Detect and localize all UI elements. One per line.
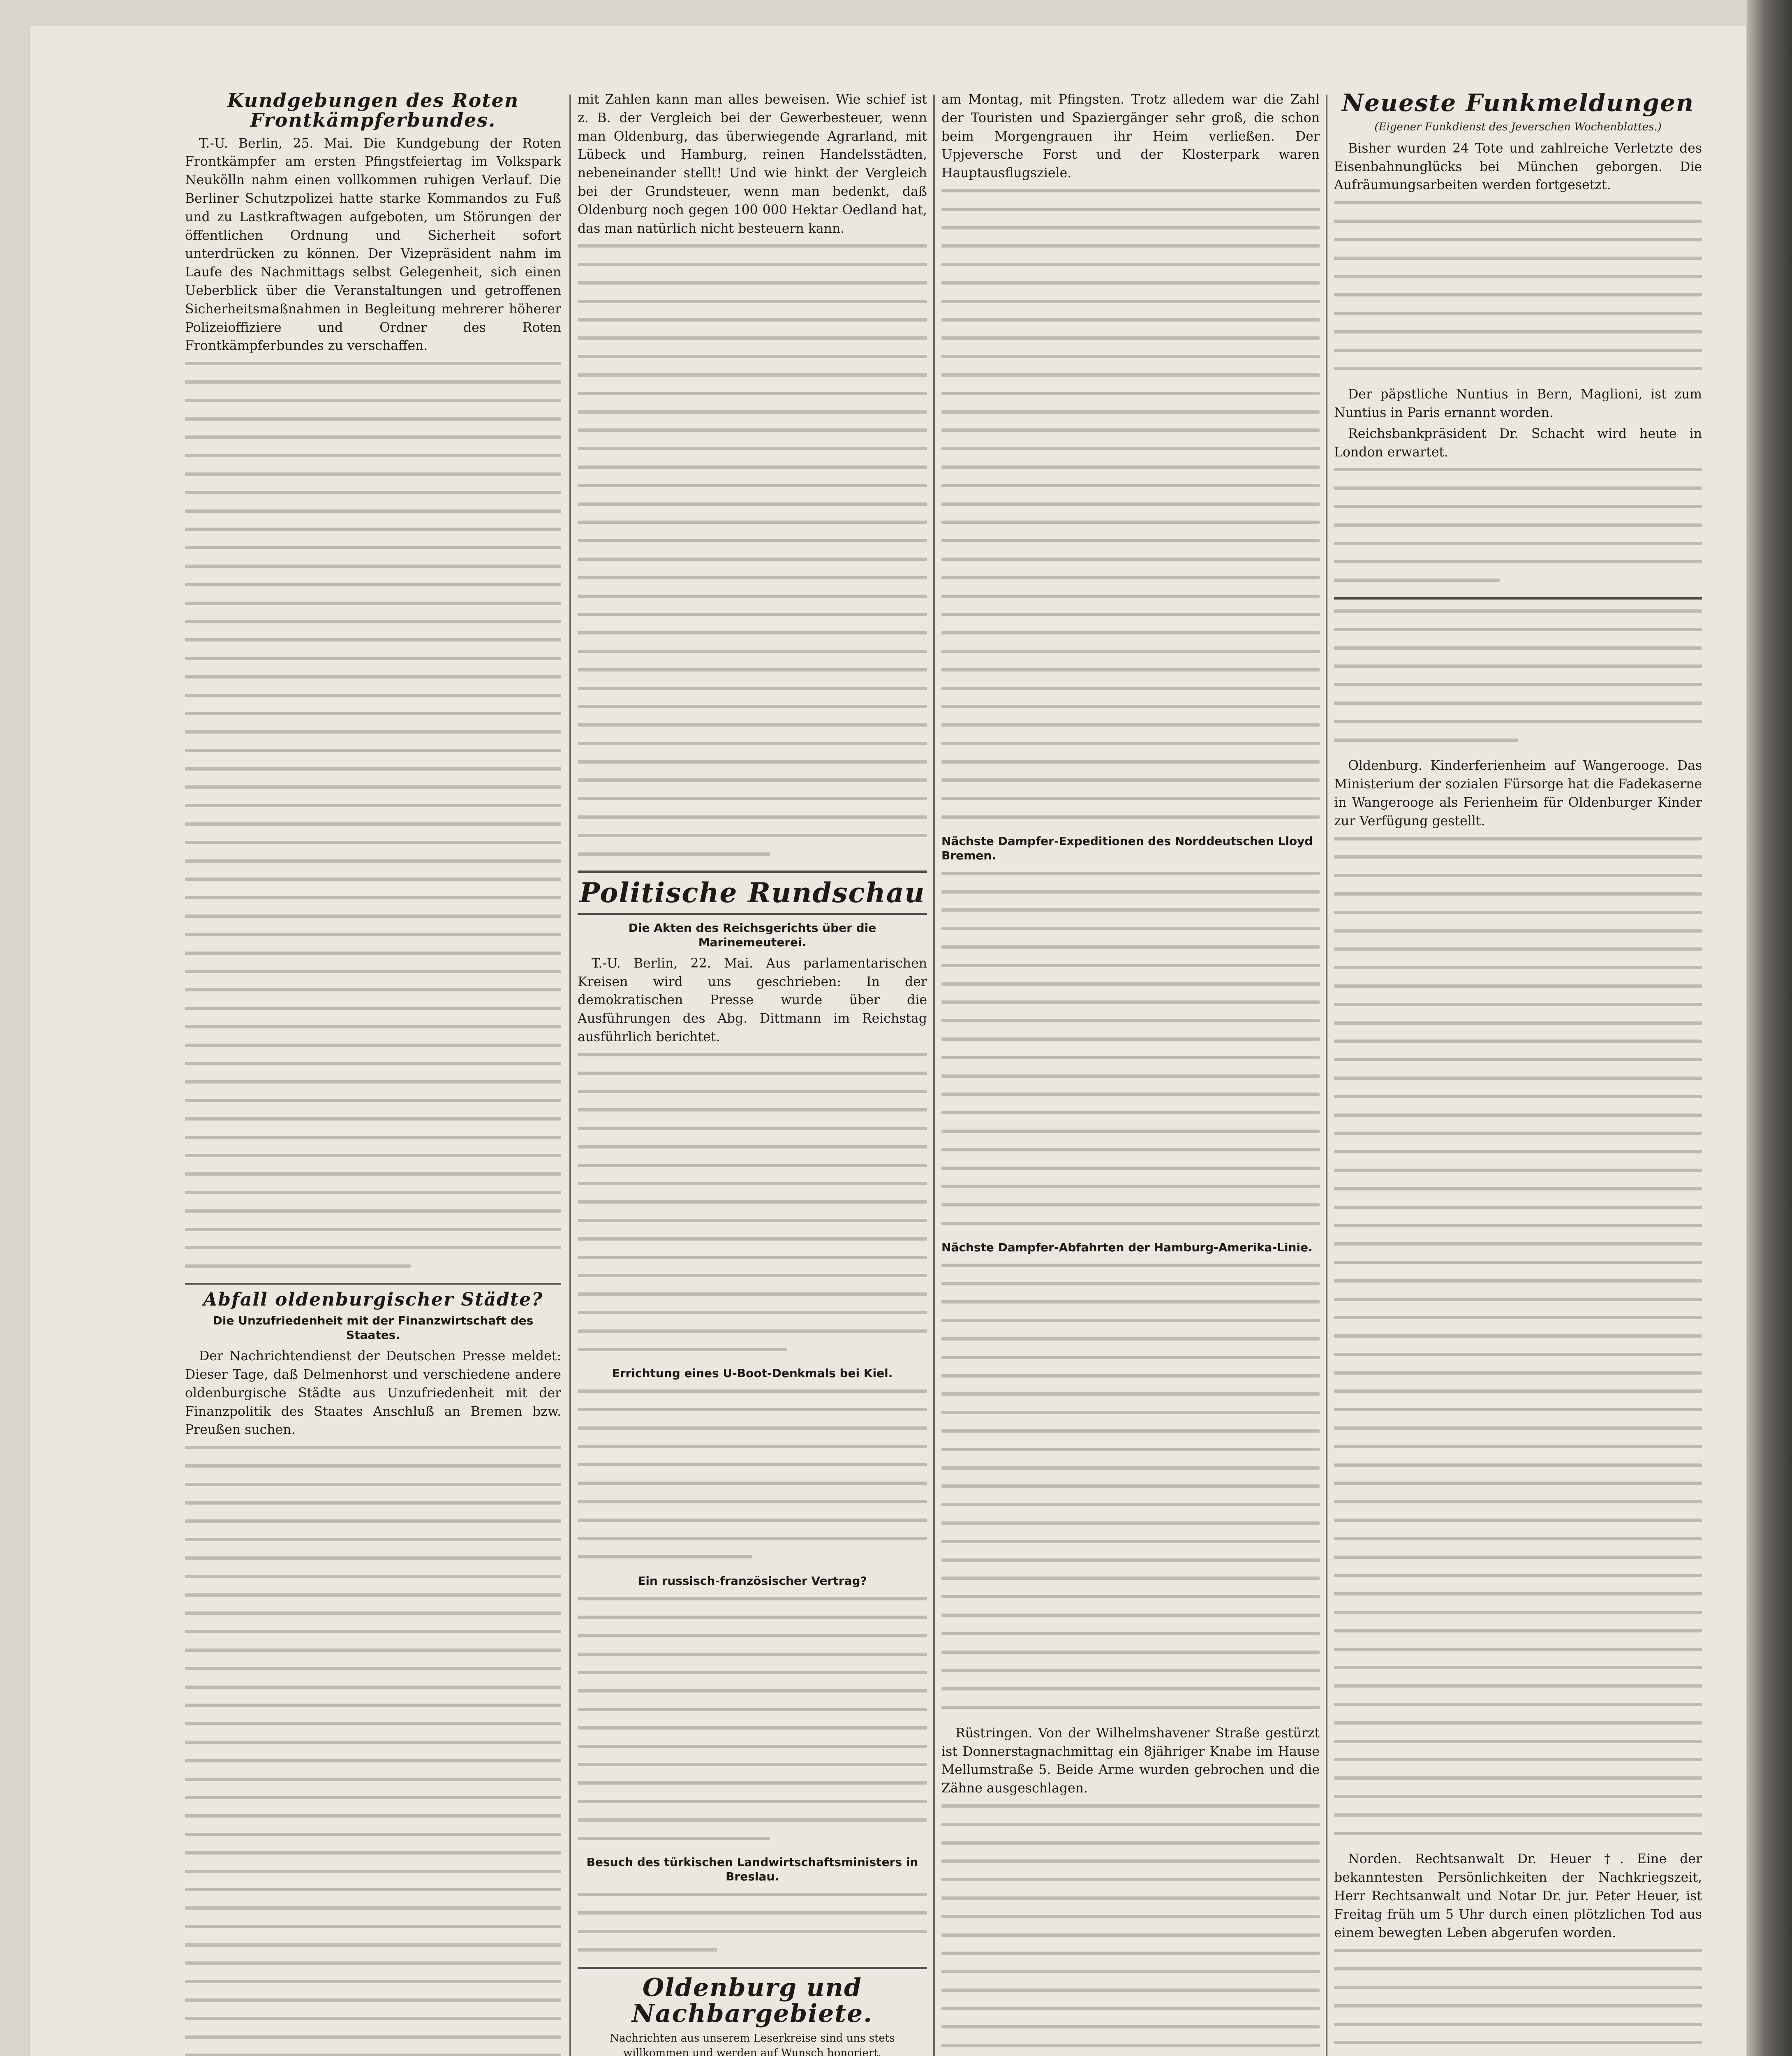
article-continuation-text: mit Zahlen kann man alles beweisen. Wie schief ist z. B. der Vergleich bei der Gewerbesteuer, wenn man Oldenburg, das überwiegende Agrarland, mit Lübeck und Hamburg, reinen Handelsstädten, nebeneinander stellt! Und wie hinkt der Vergleich bei der Grundsteuer, wenn man bedenkt, daß Oldenburg noch gegen 100 000 Hektar Oedland hat, das man natürlich nicht besteuern kann. xyxy=(578,92,927,236)
editorial-note: Nachrichten aus unserem Leserkreise sind uns stets willkommen und werden auf Wunsch honoriert. xyxy=(610,2032,895,2056)
article-pfingsten-text: am Montag, mit Pfingsten. Trotz alledem war die Zahl der Touristen und Spaziergänger sehr groß, die schon beim Morgengrauen ihr Heim verließen. Der Upjeversche Forst und der Klosterpark waren Hauptausflugsziele. xyxy=(941,92,1320,181)
text-lines xyxy=(941,1260,1320,1709)
column-rule xyxy=(933,95,935,2056)
scan-edge xyxy=(1747,0,1792,2056)
article-akten-text: T.-U. Berlin, 22. Mai. Aus parlamentarischen Kreisen wird uns geschrieben: In der demokratischen Presse wurde über die Ausführungen des Abg. Dittmann im Reichstag ausführlich berichtet. xyxy=(578,956,927,1044)
subheadline-besuch: Besuch des türkischen Landwirtschaftsministers in Breslau. xyxy=(586,1855,918,1884)
article-funk-2: Der päpstliche Nuntius in Bern, Maglioni, ist zum Nuntius in Paris ernannt worden. xyxy=(1334,387,1702,421)
article-kundgebungen-text: T.-U. Berlin, 25. Mai. Die Kundgebung der Roten Frontkämpfer am ersten Pfingstfeiertag im Volkspark Neukölln nahm einen vollkommen ruhigen Verlauf. Die Berliner Schutzpolizei hatte starke Kommandos zu Fuß und zu Lastkraftwagen aufgeboten, um Störungen der öffentlichen Ordnung und Sicherheit sofort unterdrücken zu können. Der Vizepräsident nahm im Laufe des Nachmittags selbst Gelegenheit, sich einen Ueberblick über die Veranstaltungen und getroffenen Sicherheitsmaßnahmen in Begleitung mehrerer höherer Polizeioffiziere und Ordner des Roten Frontkämpferbundes zu verschaffen. xyxy=(185,136,561,354)
text-lines xyxy=(1334,605,1702,742)
text-lines xyxy=(578,1593,927,1840)
headline-abfall: Abfall oldenburgischer Städte? xyxy=(203,1289,543,1310)
text-lines xyxy=(578,1385,927,1558)
text-lines xyxy=(1334,833,1702,1835)
text-lines xyxy=(185,1442,561,2056)
divider xyxy=(1334,597,1702,600)
subheadline-abfall: Die Unzufriedenheit mit der Finanzwirtschaft des Staates. xyxy=(213,1314,534,1342)
article-norden-text: Norden. Rechtsanwalt Dr. Heuer †. Eine der bekanntesten Persönlichkeiten der Nachkriegszeit, Herr Rechtsanwalt und Notar Dr. jur. Peter Heuer, ist Freitag früh um 5 Uhr durch einen plötzlichen Tod aus einem bewegten Leben abgerufen worden. xyxy=(1334,1852,1702,1940)
newspaper-page xyxy=(29,25,1747,2056)
column-3 xyxy=(941,90,1320,2056)
headline-politische-rundschau: Politische Rundschau xyxy=(579,877,925,909)
divider xyxy=(578,1967,927,1969)
text-lines xyxy=(941,868,1320,1225)
divider xyxy=(578,913,927,915)
headline-funkmeldungen: Neueste Funkmeldungen xyxy=(1341,90,1695,117)
text-lines xyxy=(578,1889,927,1951)
headline-kundgebungen: Kundgebungen des Roten Frontkämpferbundes. xyxy=(227,90,519,132)
subheadline-funkdienst: (Eigener Funkdienst des Jeverschen Wochenblattes.) xyxy=(1374,120,1662,133)
text-lines xyxy=(1334,464,1702,582)
text-lines xyxy=(578,1049,927,1351)
column-2 xyxy=(578,90,927,2056)
text-lines xyxy=(1334,197,1702,370)
headline-oldenburg: Oldenburg und Nachbargebiete. xyxy=(631,1973,873,2028)
subheadline-vertrag: Ein russisch-französischer Vertrag? xyxy=(638,1574,867,1588)
text-lines xyxy=(941,1800,1320,2056)
text-lines xyxy=(185,358,561,1268)
column-1 xyxy=(185,90,561,2056)
divider xyxy=(578,871,927,873)
article-abfall-text: Der Nachrichtendienst der Deutschen Presse meldet: Dieser Tage, daß Delmenhorst und verschiedene andere oldenburgische Städte aus Unzufriedenheit mit der Finanzpolitik des Staates Anschluß an Bremen bzw. Preußen suchen. xyxy=(185,1349,561,1438)
text-lines xyxy=(941,185,1320,819)
article-funk-3: Reichsbankpräsident Dr. Schacht wird heute in London erwartet. xyxy=(1334,426,1702,460)
article-ruestringen-text: Rüstringen. Von der Wilhelmshavener Straße gestürzt ist Donnerstagnachmittag ein 8jähriger Knabe im Hause Mellumstraße 5. Beide Arme wurden gebrochen und die Zähne ausgeschlagen. xyxy=(941,1725,1320,1796)
subheadline-lloyd: Nächste Dampfer-Expeditionen des Norddeutschen Lloyd Bremen. xyxy=(941,834,1313,862)
column-rule xyxy=(1326,95,1327,2056)
subheadline-akten: Die Akten des Reichsgerichts über die Marinemeuterei. xyxy=(628,921,876,949)
column-4 xyxy=(1334,90,1702,2056)
text-lines xyxy=(1334,1945,1702,2056)
divider xyxy=(185,1283,561,1285)
subheadline-u-boot: Errichtung eines U-Boot-Denkmals bei Kiel. xyxy=(612,1366,893,1380)
article-wangerooge-text: Oldenburg. Kinderferienheim auf Wangerooge. Das Ministerium der sozialen Fürsorge hat die Fadekaserne in Wangerooge als Ferienheim für Oldenburger Kinder zur Verfügung gestellt. xyxy=(1334,758,1702,829)
article-funk-1: Bisher wurden 24 Tote und zahlreiche Verletzte des Eisenbahnunglücks bei München geborgen. Die Aufräumungsarbeiten werden fortgesetzt. xyxy=(1334,141,1702,193)
subheadline-hapag: Nächste Dampfer-Abfahrten der Hamburg-Amerika-Linie. xyxy=(941,1240,1313,1254)
column-rule xyxy=(569,95,571,2056)
text-lines xyxy=(578,240,927,855)
